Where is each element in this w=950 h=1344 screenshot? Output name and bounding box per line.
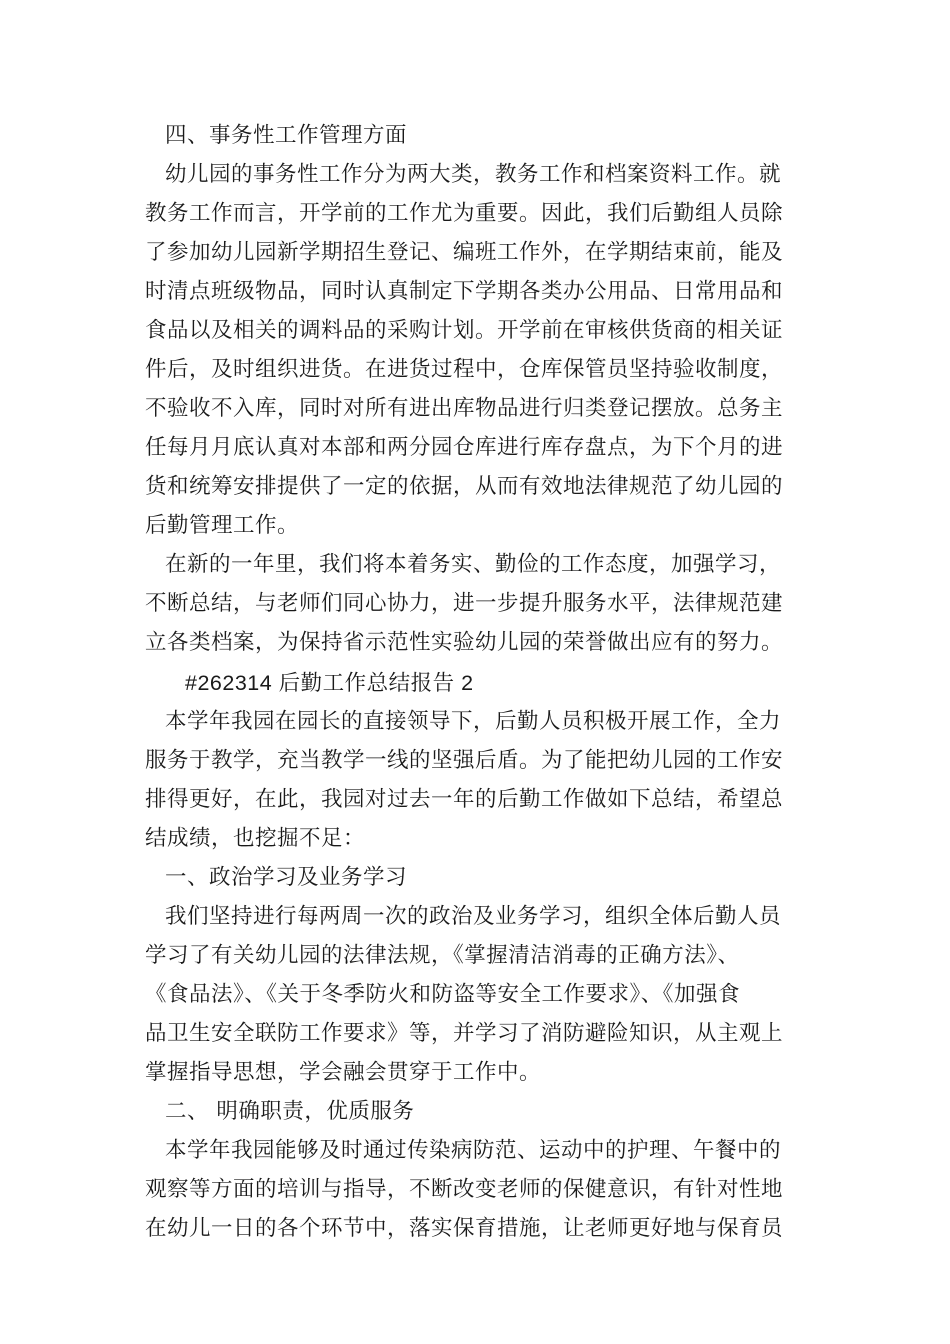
paragraph-line: 《食品法》、《关于冬季防火和防盗等安全工作要求》、《加强食	[145, 982, 741, 1007]
paragraph-line: 学习了有关幼儿园的法律法规，《掌握清洁消毒的正确方法》、	[145, 943, 740, 968]
paragraph-line: 任每月月底认真对本部和两分园仓库进行库存盘点，为下个月的进	[145, 435, 784, 460]
paragraph-line: 幼儿园的事务性工作分为两大类，教务工作和档案资料工作。就	[165, 162, 782, 187]
report-title: #262314 后勤工作总结报告 2	[185, 671, 474, 695]
paragraph-line: 件后，及时组织进货。在进货过程中，仓库保管员坚持验收制度，	[145, 357, 784, 382]
paragraph-line: 货和统筹安排提供了一定的依据，从而有效地法律规范了幼儿园的	[145, 474, 784, 499]
paragraph-line: 食品以及相关的调料品的采购计划。开学前在审核供货商的相关证	[145, 318, 784, 343]
paragraph-line: 不断总结，与老师们同心协力，进一步提升服务水平，法律规范建	[145, 591, 784, 616]
paragraph-line: 观察等方面的培训与指导，不断改变老师的保健意识，有针对性地	[145, 1177, 784, 1202]
paragraph-line: 了参加幼儿园新学期招生登记、编班工作外，在学期结束前，能及	[145, 240, 784, 265]
paragraph-line: 服务于教学，充当教学一线的坚强后盾。为了能把幼儿园的工作安	[145, 748, 784, 773]
paragraph-line: 不验收不入库，同时对所有进出库物品进行归类登记摆放。总务主	[145, 396, 784, 421]
paragraph-line: 教务工作而言，开学前的工作尤为重要。因此，我们后勤组人员除	[145, 201, 784, 226]
paragraph-line: 本学年我园在园长的直接领导下，后勤人员积极开展工作，全力	[165, 709, 782, 734]
paragraph-line: 时清点班级物品，同时认真制定下学期各类办公用品、日常用品和	[145, 279, 784, 304]
section-heading-4: 四、事务性工作管理方面	[165, 123, 408, 148]
paragraph-line: 立各类档案，为保持省示范性实验幼儿园的荣誉做出应有的努力。	[145, 630, 784, 655]
section-heading-1: 一、政治学习及业务学习	[165, 865, 408, 890]
section-heading-2: 二、 明确职责，优质服务	[165, 1099, 415, 1124]
paragraph-line: 我们坚持进行每两周一次的政治及业务学习，组织全体后勤人员	[165, 904, 782, 929]
paragraph-line: 在幼儿一日的各个环节中，落实保育措施，让老师更好地与保育员	[145, 1216, 784, 1241]
paragraph-line: 掌握指导思想，学会融会贯穿于工作中。	[145, 1060, 542, 1085]
paragraph-line: 品卫生安全联防工作要求》等，并学习了消防避险知识，从主观上	[145, 1021, 784, 1046]
paragraph-line: 本学年我园能够及时通过传染病防范、运动中的护理、午餐中的	[165, 1138, 782, 1163]
paragraph-line: 排得更好，在此，我园对过去一年的后勤工作做如下总结，希望总	[145, 787, 784, 812]
paragraph-line: 结成绩，也挖掘不足：	[145, 826, 366, 851]
paragraph-line: 后勤管理工作。	[145, 513, 300, 538]
paragraph-line: 在新的一年里，我们将本着务实、勤俭的工作态度，加强学习，	[165, 552, 782, 577]
